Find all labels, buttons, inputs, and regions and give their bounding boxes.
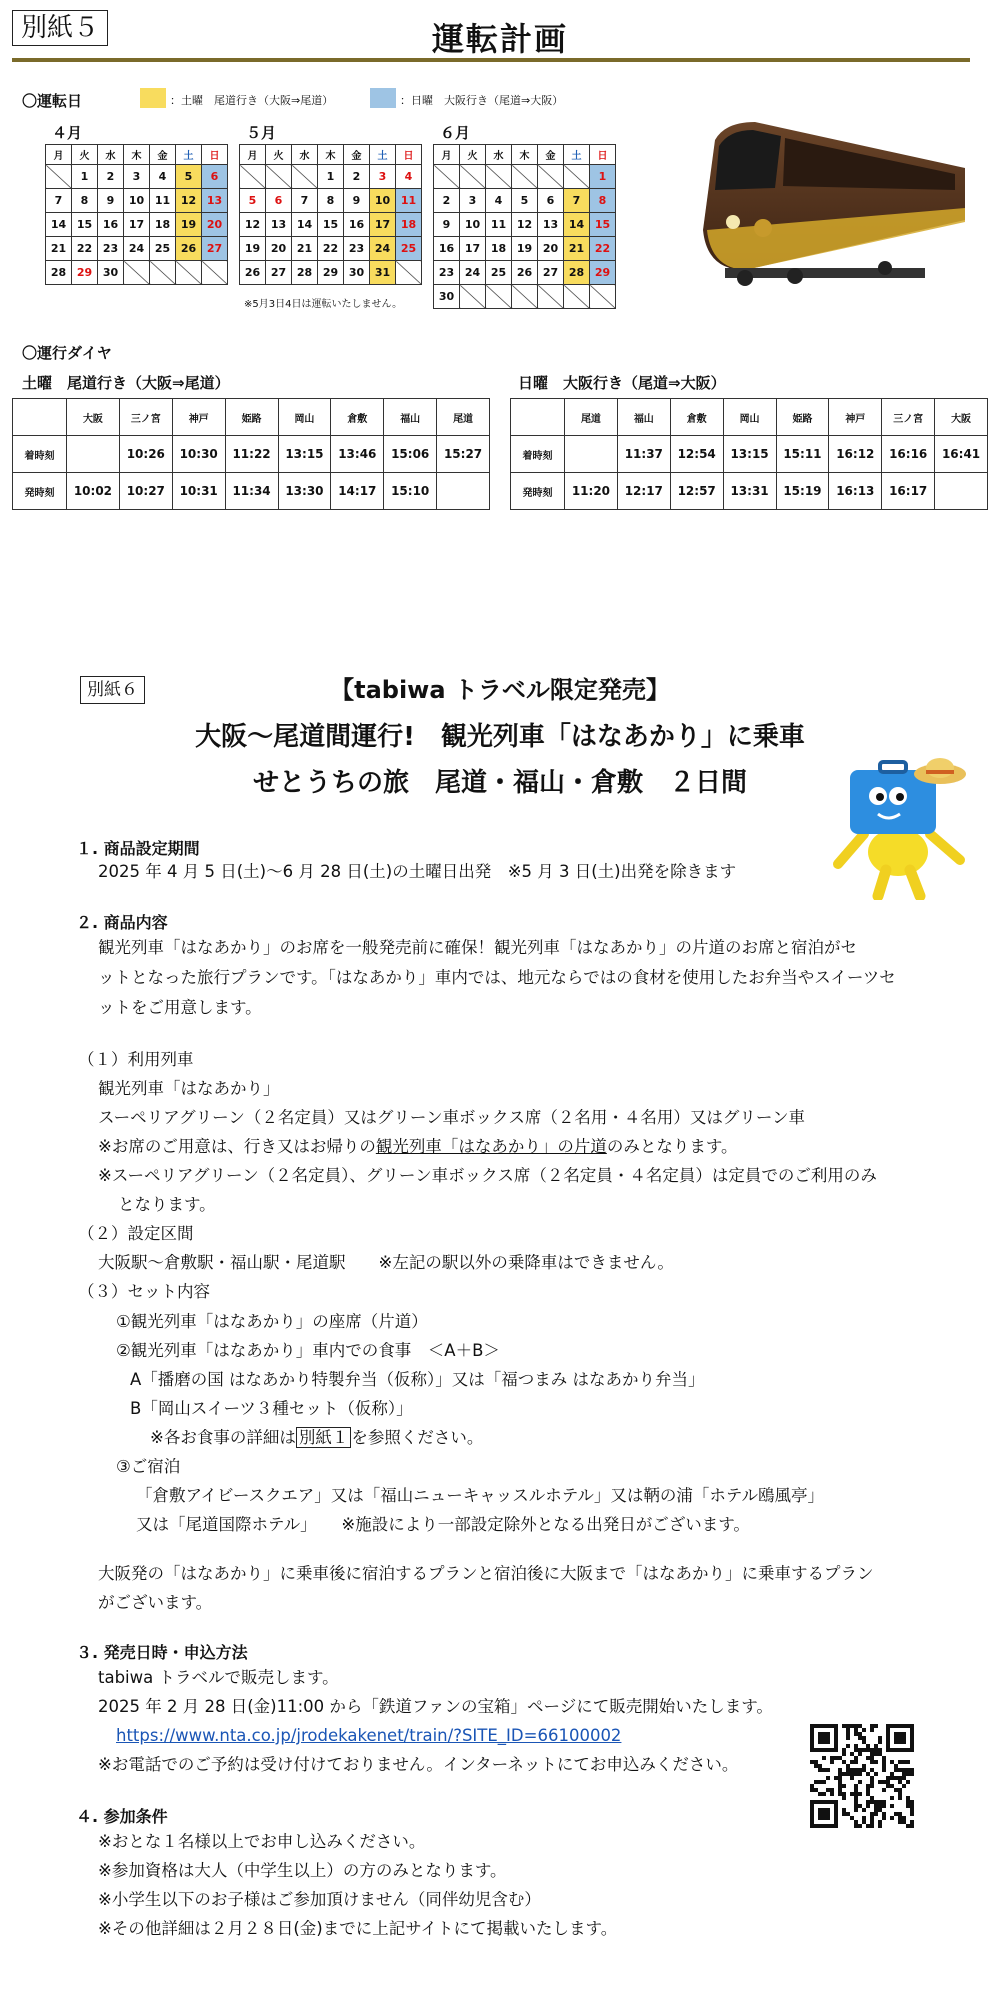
calendar-day: 20 [202, 213, 228, 237]
time-cell [565, 436, 618, 473]
station-header: 姫路 [776, 399, 829, 436]
calendar-may [239, 144, 422, 285]
section-2-line-2: ットとなった旅行プランです。「はなあかり」車内では、地元ならではの食材を使用したお弁当やスイーツセ [98, 968, 896, 987]
calendar-note: ※5月3日4日は運転いたしません。 [244, 299, 403, 310]
timetable-corner [511, 399, 565, 436]
calendar-empty-cell [266, 165, 292, 189]
condition-1: ※おとな１名様以上でお申し込みください。 [98, 1832, 426, 1851]
calendar-day: 28 [292, 261, 318, 285]
calendar-empty-cell [538, 165, 564, 189]
calendar-day: 12 [512, 213, 538, 237]
subsection-1-note-2-cont: となります。 [118, 1195, 216, 1214]
calendar-day: 10 [370, 189, 396, 213]
calendar-day: 26 [240, 261, 266, 285]
station-header: 三ノ宮 [119, 399, 172, 436]
legend-saturday-swatch [140, 88, 166, 108]
weekday-header: 金 [538, 145, 564, 165]
calendar-day: 22 [590, 237, 616, 261]
calendar-empty-cell [176, 261, 202, 285]
calendar-day: 12 [240, 213, 266, 237]
calendar-day: 8 [590, 189, 616, 213]
calendar-day: 9 [344, 189, 370, 213]
calendar-day: 25 [486, 261, 512, 285]
time-cell: 15:06 [384, 436, 437, 473]
subsection-3-title: （３）セット内容 [78, 1282, 210, 1301]
set-item-seat: ①観光列車「はなあかり」の座席（片道） [116, 1312, 428, 1331]
calendar-day: 27 [266, 261, 292, 285]
time-cell: 15:27 [437, 436, 490, 473]
weekday-header: 木 [318, 145, 344, 165]
weekday-header: 土 [564, 145, 590, 165]
headline-trip: せとうちの旅 尾道・福山・倉敷 ２日間 [252, 768, 747, 798]
attachment-1-ref: 別紙１ [296, 1427, 352, 1448]
subsection-1-note-2: ※スーペリアグリーン（２名定員）、グリーン車ボックス席（２名定員・４名定員）は定員でのご利用のみ [98, 1166, 877, 1185]
subsection-1-line-1: 観光列車「はなあかり」 [98, 1079, 280, 1098]
calendar-day: 22 [72, 237, 98, 261]
calendar-day: 13 [538, 213, 564, 237]
calendar-day: 25 [150, 237, 176, 261]
calendar-day: 29 [590, 261, 616, 285]
weekday-header: 水 [486, 145, 512, 165]
station-header: 尾道 [565, 399, 618, 436]
time-cell: 15:19 [776, 473, 829, 510]
section-2-line-1: 観光列車「はなあかり」のお席を一般発売前に確保！観光列車「はなあかり」の片道のお席と宿泊がセ [98, 938, 857, 957]
calendar-day: 4 [486, 189, 512, 213]
calendar-day: 20 [538, 237, 564, 261]
weekday-header: 火 [72, 145, 98, 165]
calendar-day: 17 [370, 213, 396, 237]
calendar-day: 9 [98, 189, 124, 213]
calendar-day: 25 [396, 237, 422, 261]
headline-limited-sale: 【tabiwa トラベル限定発売】 [330, 676, 670, 704]
time-cell: 12:57 [670, 473, 723, 510]
meal-b: B「岡山スイーツ３種セット（仮称）」 [130, 1399, 413, 1418]
station-header: 福山 [617, 399, 670, 436]
calendar-day: 2 [434, 189, 460, 213]
time-cell [437, 473, 490, 510]
weekday-header: 火 [266, 145, 292, 165]
calendar-day: 9 [434, 213, 460, 237]
calendar-day: 19 [240, 237, 266, 261]
calendar-day: 21 [564, 237, 590, 261]
calendar-day: 1 [590, 165, 616, 189]
legend-saturday-label: ：土曜 尾道行き（大阪⇒尾道） [170, 94, 334, 107]
calendar-day: 6 [538, 189, 564, 213]
plan-text-line-2: がございます。 [98, 1593, 213, 1612]
calendar-day: 19 [512, 237, 538, 261]
section-1-text: 2025 年 4 月 5 日(土)～6 月 28 日(土)の土曜日出発 ※5 月 3 日(土)出発を除きます [98, 862, 737, 881]
calendar-day: 23 [434, 261, 460, 285]
calendar-day: 13 [266, 213, 292, 237]
weekday-header: 日 [202, 145, 228, 165]
time-cell: 13:31 [723, 473, 776, 510]
calendar-day: 4 [396, 165, 422, 189]
calendar-day: 30 [434, 285, 460, 309]
calendar-day: 11 [486, 213, 512, 237]
calendar-empty-cell [486, 165, 512, 189]
calendar-day: 31 [370, 261, 396, 285]
note-1-prefix: ※お席のご用意は、行き又はお帰りの [98, 1137, 376, 1156]
station-header: 福山 [384, 399, 437, 436]
time-cell: 11:37 [617, 436, 670, 473]
time-cell [67, 436, 120, 473]
calendar-day: 21 [46, 237, 72, 261]
calendar-day: 23 [344, 237, 370, 261]
note-1-underlined: 観光列車「はなあかり」の片道 [375, 1137, 607, 1156]
station-header: 尾道 [437, 399, 490, 436]
weekday-header: 金 [344, 145, 370, 165]
time-cell: 11:20 [565, 473, 618, 510]
time-row-label: 着時刻 [13, 436, 67, 473]
calendar-day: 18 [396, 213, 422, 237]
calendar-day: 24 [124, 237, 150, 261]
subsection-2-line: 大阪駅～倉敷駅・福山駅・尾道駅 ※左記の駅以外の乗降車はできません。 [98, 1253, 674, 1272]
weekday-header: 火 [460, 145, 486, 165]
calendar-day: 15 [72, 213, 98, 237]
station-header: 倉敷 [670, 399, 723, 436]
calendar-day: 21 [292, 237, 318, 261]
calendar-empty-cell [46, 165, 72, 189]
calendar-empty-cell [538, 285, 564, 309]
calendar-empty-cell [564, 285, 590, 309]
time-row-label: 着時刻 [511, 436, 565, 473]
weekday-header: 土 [176, 145, 202, 165]
title-rule [12, 58, 970, 62]
calendar-empty-cell [434, 165, 460, 189]
month-label-june: ６月 [440, 124, 471, 142]
calendar-empty-cell [512, 165, 538, 189]
calendar-day: 16 [344, 213, 370, 237]
hotel-list-1: 「倉敷アイビースクエア」又は「福山ニューキャッスルホテル」又は鞆の浦「ホテル鴎風亭」 [136, 1486, 825, 1505]
station-header: 大阪 [67, 399, 120, 436]
calendar-empty-cell [396, 261, 422, 285]
month-label-april: ４月 [52, 124, 83, 142]
time-cell: 15:11 [776, 436, 829, 473]
time-cell: 11:34 [225, 473, 278, 510]
calendar-day: 16 [434, 237, 460, 261]
time-cell: 13:15 [723, 436, 776, 473]
calendar-day: 20 [266, 237, 292, 261]
time-cell: 12:54 [670, 436, 723, 473]
calendar-day: 5 [512, 189, 538, 213]
calendar-empty-cell [202, 261, 228, 285]
station-header: 岡山 [723, 399, 776, 436]
calendar-day: 7 [564, 189, 590, 213]
section-2-line-3: ットをご用意します。 [98, 998, 262, 1017]
calendar-empty-cell [460, 165, 486, 189]
attachment-6-label: 別紙６ [80, 676, 145, 704]
legend-sunday-label: ：日曜 大阪行き（尾道⇒大阪） [400, 94, 564, 107]
weekday-header: 水 [98, 145, 124, 165]
time-cell: 16:41 [935, 436, 988, 473]
meal-note-suffix: を参照ください。 [351, 1428, 484, 1447]
calendar-day: 14 [46, 213, 72, 237]
calendar-empty-cell [124, 261, 150, 285]
station-header: 岡山 [278, 399, 331, 436]
time-cell: 11:22 [225, 436, 278, 473]
calendar-day: 14 [292, 213, 318, 237]
calendar-empty-cell [486, 285, 512, 309]
calendar-day: 3 [124, 165, 150, 189]
calendar-day: 15 [318, 213, 344, 237]
calendar-day: 23 [98, 237, 124, 261]
weekday-header: 金 [150, 145, 176, 165]
timetable-saturday [12, 398, 490, 510]
legend-sunday-swatch [370, 88, 396, 108]
calendar-day: 7 [46, 189, 72, 213]
weekday-header: 土 [370, 145, 396, 165]
calendar-empty-cell [590, 285, 616, 309]
time-cell: 13:30 [278, 473, 331, 510]
calendar-empty-cell [240, 165, 266, 189]
time-cell: 10:27 [119, 473, 172, 510]
calendar-day: 11 [396, 189, 422, 213]
calendar-day: 28 [46, 261, 72, 285]
calendar-empty-cell [460, 285, 486, 309]
weekday-header: 木 [124, 145, 150, 165]
weekday-header: 木 [512, 145, 538, 165]
note-1-suffix: のみとなります。 [606, 1137, 738, 1156]
section-3-title: ３. 発売日時・申込方法 [76, 1643, 248, 1662]
attachment-5-label: 別紙５ [12, 10, 108, 46]
timetable-sunday [510, 398, 988, 510]
calendar-day: 7 [292, 189, 318, 213]
station-header: 姫路 [225, 399, 278, 436]
month-label-may: ５月 [246, 124, 277, 142]
section-3-line-3: ※お電話でのご予約は受け付けておりません。インターネットにてお申込みください。 [98, 1755, 739, 1774]
weekday-header: 水 [292, 145, 318, 165]
headline-route: 大阪～尾道間運行! 観光列車「はなあかり」に乗車 [195, 722, 805, 752]
station-header: 大阪 [935, 399, 988, 436]
time-cell: 16:12 [829, 436, 882, 473]
weekday-header: 日 [590, 145, 616, 165]
weekday-header: 日 [396, 145, 422, 165]
subsection-1-line-2: スーペリアグリーン（２名定員）又はグリーン車ボックス席（２名用・４名用）又はグリーン車 [98, 1108, 806, 1127]
calendar-day: 26 [176, 237, 202, 261]
time-cell: 10:31 [172, 473, 225, 510]
timetable-sunday-title: 日曜 大阪行き（尾道⇒大阪） [518, 374, 726, 392]
calendar-day: 4 [150, 165, 176, 189]
plan-text-line-1: 大阪発の「はなあかり」に乗車後に宿泊するプランと宿泊後に大阪まで「はなあかり」に乗車するプラン [98, 1564, 874, 1583]
calendar-day: 18 [486, 237, 512, 261]
calendar-day: 22 [318, 237, 344, 261]
time-cell: 12:17 [617, 473, 670, 510]
calendar-empty-cell [292, 165, 318, 189]
calendar-empty-cell [564, 165, 590, 189]
calendar-day: 1 [318, 165, 344, 189]
subsection-1-note-1 [98, 1133, 738, 1161]
calendar-day: 24 [460, 261, 486, 285]
timetable-heading: 〇運行ダイヤ [22, 344, 112, 362]
calendar-day: 3 [370, 165, 396, 189]
time-cell: 16:16 [882, 436, 935, 473]
hotel-list-2: 又は「尾道国際ホテル」 ※施設により一部設定除外となる出発日がございます。 [136, 1515, 750, 1534]
time-cell: 14:17 [331, 473, 384, 510]
station-header: 神戸 [172, 399, 225, 436]
section-1-title: １. 商品設定期間 [76, 839, 200, 858]
condition-2: ※参加資格は大人（中学生以上）の方のみとなります。 [98, 1861, 507, 1880]
calendar-day: 26 [512, 261, 538, 285]
calendar-day: 30 [344, 261, 370, 285]
calendar-day: 29 [318, 261, 344, 285]
page-title: 運転計画 [431, 20, 568, 58]
calendar-day: 5 [240, 189, 266, 213]
meal-note [150, 1424, 483, 1452]
qr-code-image[interactable] [810, 1724, 914, 1828]
timetable-corner [13, 399, 67, 436]
calendar-day: 17 [460, 237, 486, 261]
calendar-day: 2 [344, 165, 370, 189]
time-cell: 10:02 [67, 473, 120, 510]
train-image [685, 110, 975, 290]
weekday-header: 月 [434, 145, 460, 165]
station-header: 三ノ宮 [882, 399, 935, 436]
operating-days-heading: 〇運転日 [22, 92, 83, 110]
subsection-1-title: （１）利用列車 [78, 1050, 194, 1069]
sales-page-link[interactable]: https://www.nta.co.jp/jrodekakenet/train/?SITE_ID=66100002 [116, 1726, 622, 1745]
calendar-day: 6 [266, 189, 292, 213]
section-3-line-2: 2025 年 2 月 28 日(金)11:00 から「鉄道ファンの宝箱」ページにて販売開始いたします。 [98, 1697, 773, 1716]
timetable-saturday-title: 土曜 尾道行き（大阪⇒尾道） [22, 374, 230, 392]
calendar-day: 12 [176, 189, 202, 213]
calendar-day: 10 [124, 189, 150, 213]
section-4-title: ４. 参加条件 [76, 1807, 168, 1826]
calendar-june [433, 144, 616, 309]
calendar-day: 11 [150, 189, 176, 213]
calendar-day: 27 [202, 237, 228, 261]
calendar-day: 16 [98, 213, 124, 237]
subsection-2-title: （２）設定区間 [78, 1224, 194, 1243]
calendar-day: 30 [98, 261, 124, 285]
weekday-header: 月 [240, 145, 266, 165]
calendar-day: 8 [318, 189, 344, 213]
time-cell: 10:30 [172, 436, 225, 473]
section-2-title: ２. 商品内容 [76, 913, 168, 932]
meal-note-prefix: ※各お食事の詳細は [150, 1428, 296, 1447]
calendar-day: 28 [564, 261, 590, 285]
weekday-header: 月 [46, 145, 72, 165]
condition-3: ※小学生以下のお子様はご参加頂けません（同伴幼児含む） [98, 1890, 541, 1909]
calendar-day: 29 [72, 261, 98, 285]
station-header: 神戸 [829, 399, 882, 436]
time-cell: 16:17 [882, 473, 935, 510]
mascot-image [830, 752, 970, 900]
calendar-day: 18 [150, 213, 176, 237]
set-item-lodging: ③ご宿泊 [116, 1457, 181, 1476]
condition-4: ※その他詳細は２月２８日(金)までに上記サイトにて掲載いたします。 [98, 1919, 618, 1938]
section-3-line-1: tabiwa トラベルで販売します。 [98, 1668, 339, 1687]
time-cell [935, 473, 988, 510]
time-row-label: 発時刻 [13, 473, 67, 510]
calendar-day: 17 [124, 213, 150, 237]
calendar-day: 2 [98, 165, 124, 189]
calendar-day: 24 [370, 237, 396, 261]
time-row-label: 発時刻 [511, 473, 565, 510]
calendar-day: 5 [176, 165, 202, 189]
calendar-day: 19 [176, 213, 202, 237]
calendar-day: 3 [460, 189, 486, 213]
calendar-day: 10 [460, 213, 486, 237]
calendar-day: 8 [72, 189, 98, 213]
calendar-day: 6 [202, 165, 228, 189]
time-cell: 15:10 [384, 473, 437, 510]
calendar-day: 1 [72, 165, 98, 189]
time-cell: 10:26 [119, 436, 172, 473]
station-header: 倉敷 [331, 399, 384, 436]
calendar-day: 13 [202, 189, 228, 213]
time-cell: 13:15 [278, 436, 331, 473]
calendar-empty-cell [150, 261, 176, 285]
time-cell: 13:46 [331, 436, 384, 473]
calendar-day: 27 [538, 261, 564, 285]
meal-a: A「播磨の国 はなあかり特製弁当（仮称）」又は「福つまみ はなあかり弁当」 [130, 1370, 705, 1389]
calendar-april [45, 144, 228, 285]
time-cell: 16:13 [829, 473, 882, 510]
calendar-empty-cell [512, 285, 538, 309]
calendar-day: 15 [590, 213, 616, 237]
set-item-meal: ②観光列車「はなあかり」車内での食事 ＜A＋B＞ [116, 1341, 500, 1360]
calendar-day: 14 [564, 213, 590, 237]
